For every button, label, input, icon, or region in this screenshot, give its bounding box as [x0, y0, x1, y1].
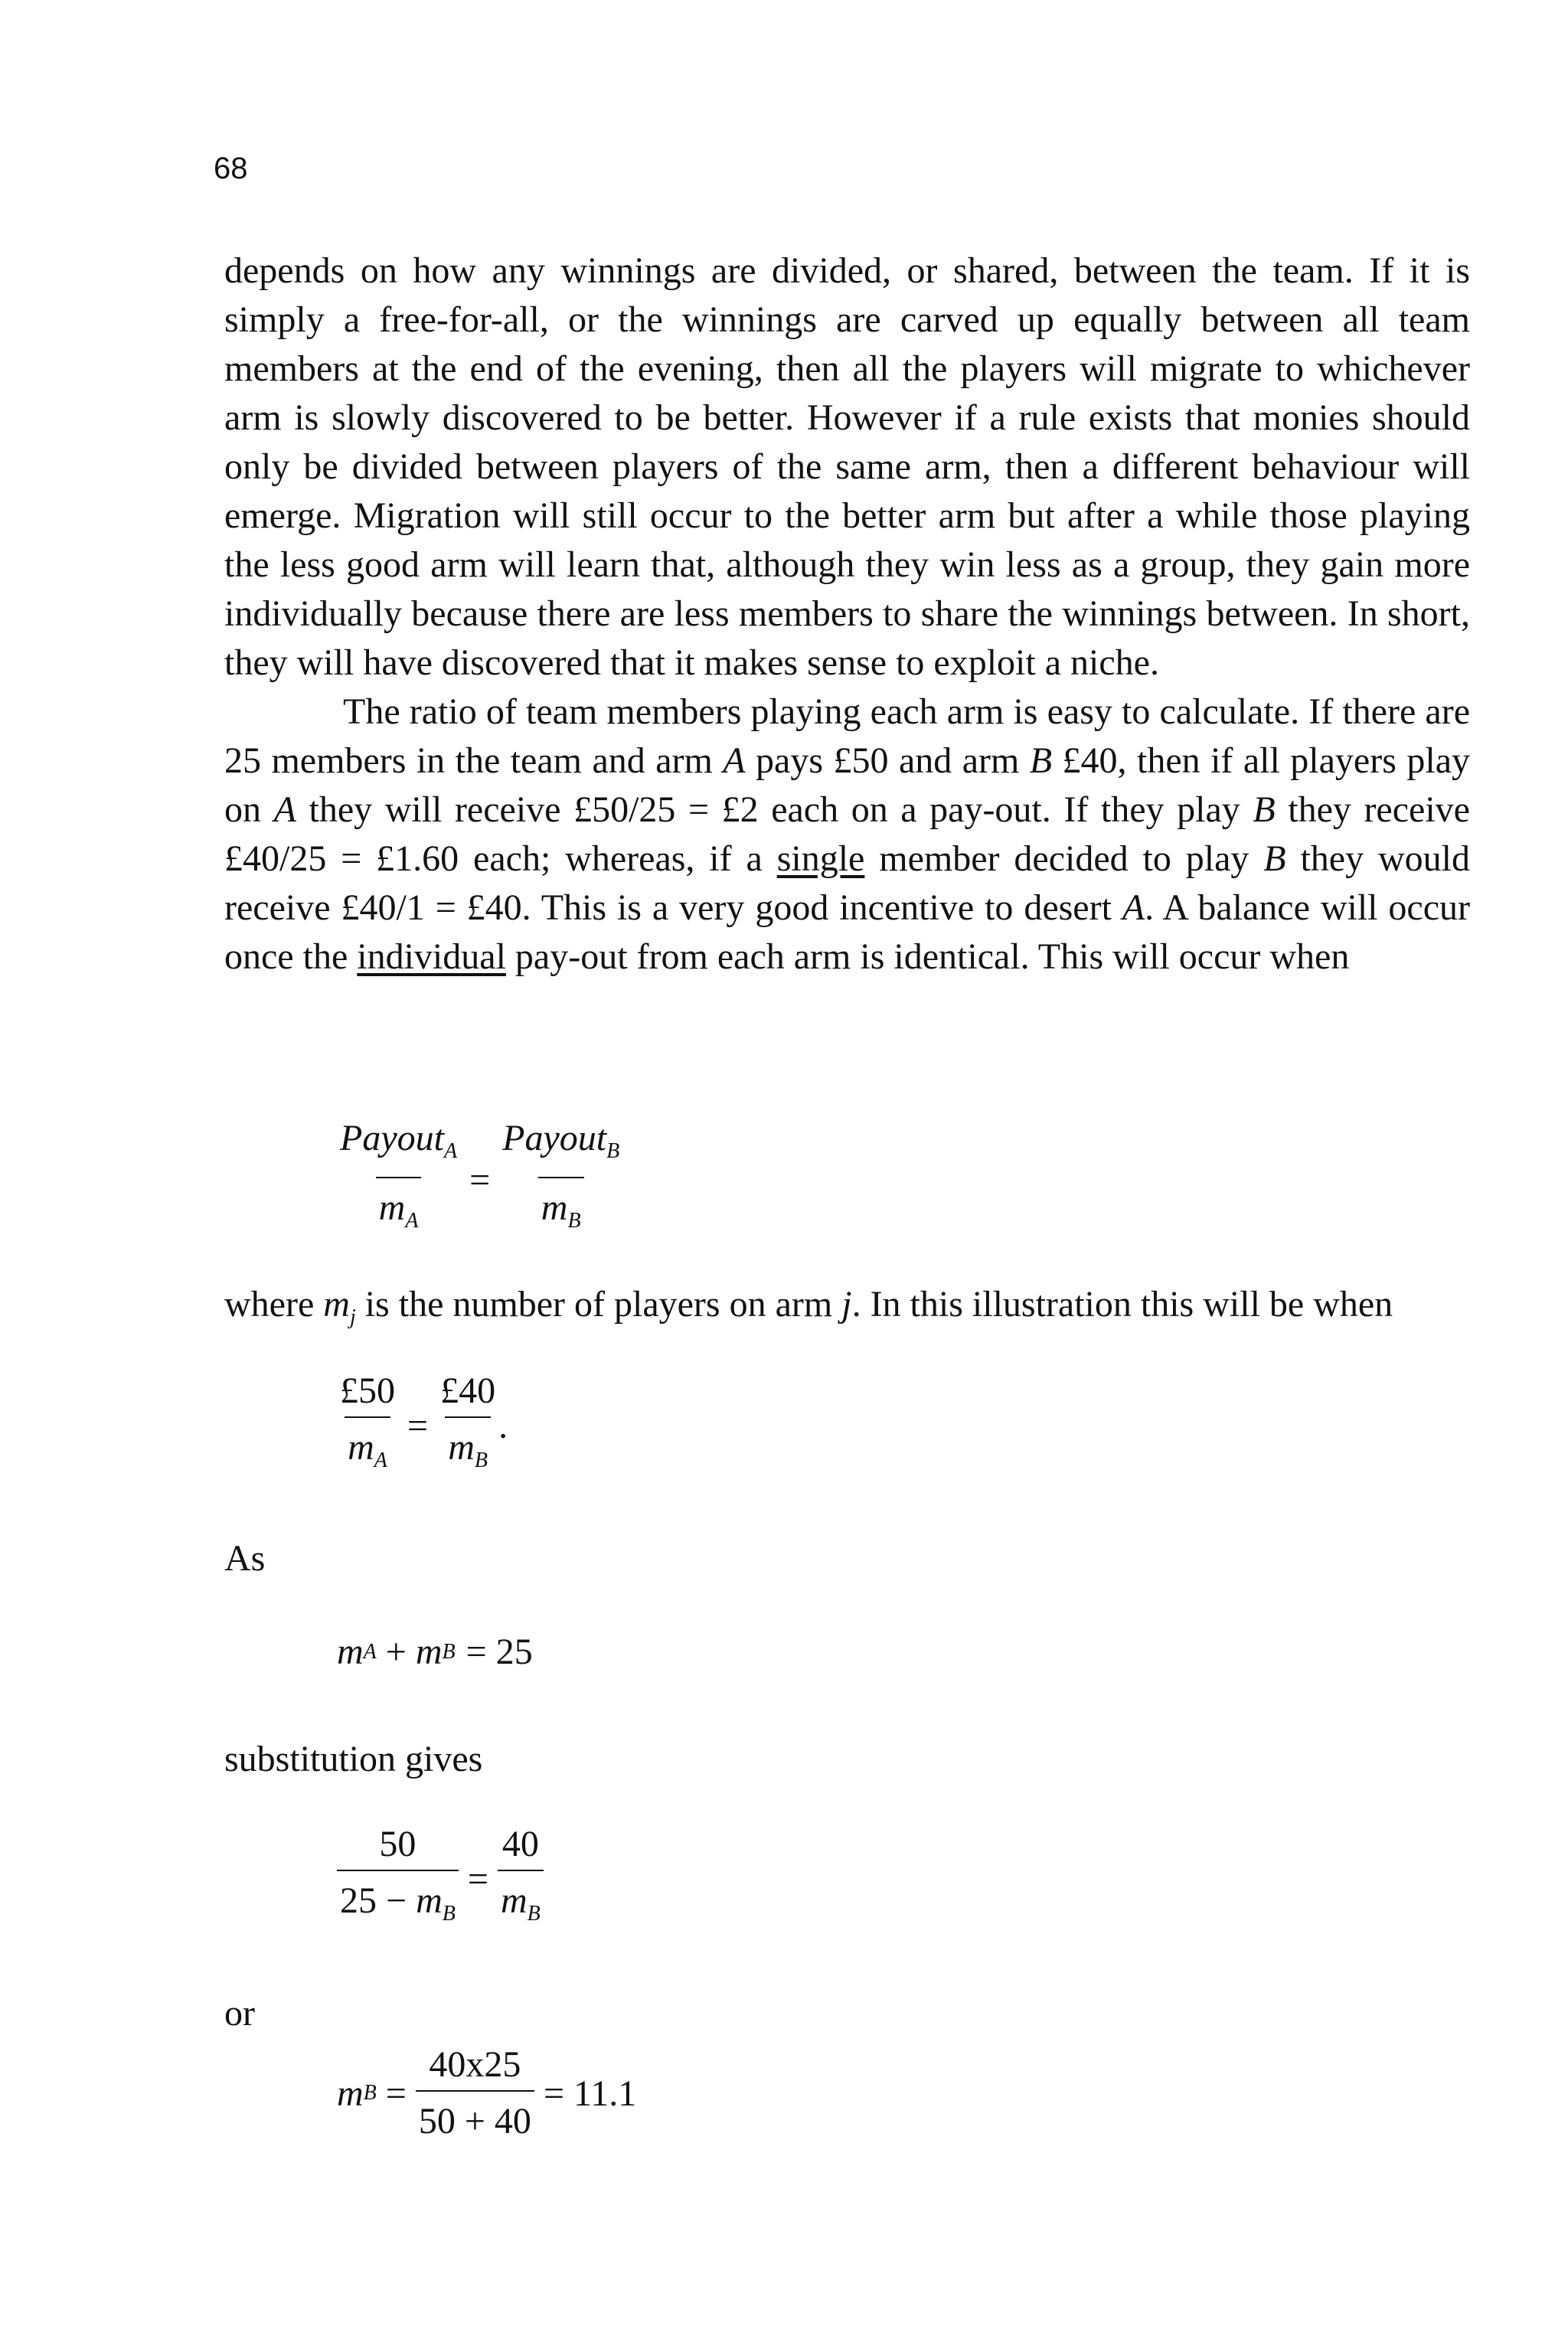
equation-result: m B = $\frac{40x25}{50 + 40}$ = 11.1 — [337, 2044, 637, 2141]
var-b: B — [1263, 838, 1286, 879]
equals-sign: = — [469, 1159, 491, 1201]
paragraph-2 — [224, 688, 1470, 982]
equation-sum-members: m A + m B = 25 — [337, 1632, 533, 1672]
equation-pound-values — [337, 1370, 508, 1481]
result: = 11.1 — [543, 2073, 637, 2114]
where-line: where $m_j$ is the number of players on arm j. In this illustration this will be when — [224, 1284, 1393, 1329]
text-run: they will receive £50/25 = £2 each on a pay-out. If they play — [296, 789, 1253, 830]
underlined-word: individual — [357, 936, 506, 977]
var-a: A — [723, 740, 746, 781]
fraction: $\frac{40x25}{50 + 40}$ — [416, 2044, 534, 2142]
text-run: they receive £40/25 = £1.60 each; whereas, if a — [224, 789, 1470, 879]
equals-sign: = — [467, 1859, 488, 1900]
fraction-right: $\frac{£40}{m_B}$ — [437, 1370, 498, 1481]
var-b: B — [1253, 789, 1276, 830]
period: . — [498, 1406, 508, 1446]
fraction-left: $\frac{£50}{m_A}$ — [337, 1370, 398, 1481]
text-run: member decided to play — [864, 838, 1264, 879]
text-run: . A balance will occur once the — [224, 887, 1471, 977]
var-b: B — [1029, 740, 1053, 781]
text-run: pays £50 and arm — [745, 740, 1030, 781]
equals-sign: = — [407, 1406, 429, 1446]
fraction-left: $\frac{50}{25 - m_B}$ — [337, 1824, 459, 1935]
fraction-right: $\frac{40}{m_B}$ — [498, 1824, 544, 1935]
page-number: 68 — [214, 152, 248, 185]
substitution-label: substitution gives — [224, 1739, 483, 1779]
equals-sign: = — [385, 2073, 407, 2114]
text-run: they would receive £40/1 = £40. This is a very good incentive to desert — [224, 838, 1470, 928]
paragraph-1: depends on how any winnings are divided, or shared, between the team. If it is simply a free-for-all, or the winnings are carved up equally between all team members at the end of the evening, then all the players will migrate to whichever arm is slowly discovered to be better. However if a rule exists that monies should only be divided between players of the same arm, then a different behaviour will emerge. Migration will still occur to the better arm but after a while those playing the less good arm will learn that, although they win less as a group, they gain more individually because there are less members to share the winnings between. In short, they will have discovered that it makes sense to exploit a niche. — [224, 250, 1470, 683]
fraction-right: $\frac{Payout_B}{m_B}$ — [499, 1118, 622, 1242]
fraction-left: $\frac{Payout_A}{m_A}$ — [337, 1118, 460, 1242]
or-label: or — [224, 1993, 255, 2034]
text-run: pay-out from each arm is identical. This will occur when — [505, 936, 1350, 977]
var-a: A — [1122, 887, 1145, 928]
equation-payout-balance — [337, 1118, 622, 1242]
body-text — [224, 247, 1470, 982]
var-a: A — [273, 789, 296, 830]
equation-substitution — [337, 1824, 544, 1935]
text-run: £40, then if all players play on — [224, 740, 1470, 830]
as-label: As — [224, 1538, 266, 1579]
underlined-word: single — [776, 838, 865, 879]
text-run: The ratio of team members playing each arm is easy to calculate. If there are 25 members in the team and arm — [224, 691, 1470, 781]
